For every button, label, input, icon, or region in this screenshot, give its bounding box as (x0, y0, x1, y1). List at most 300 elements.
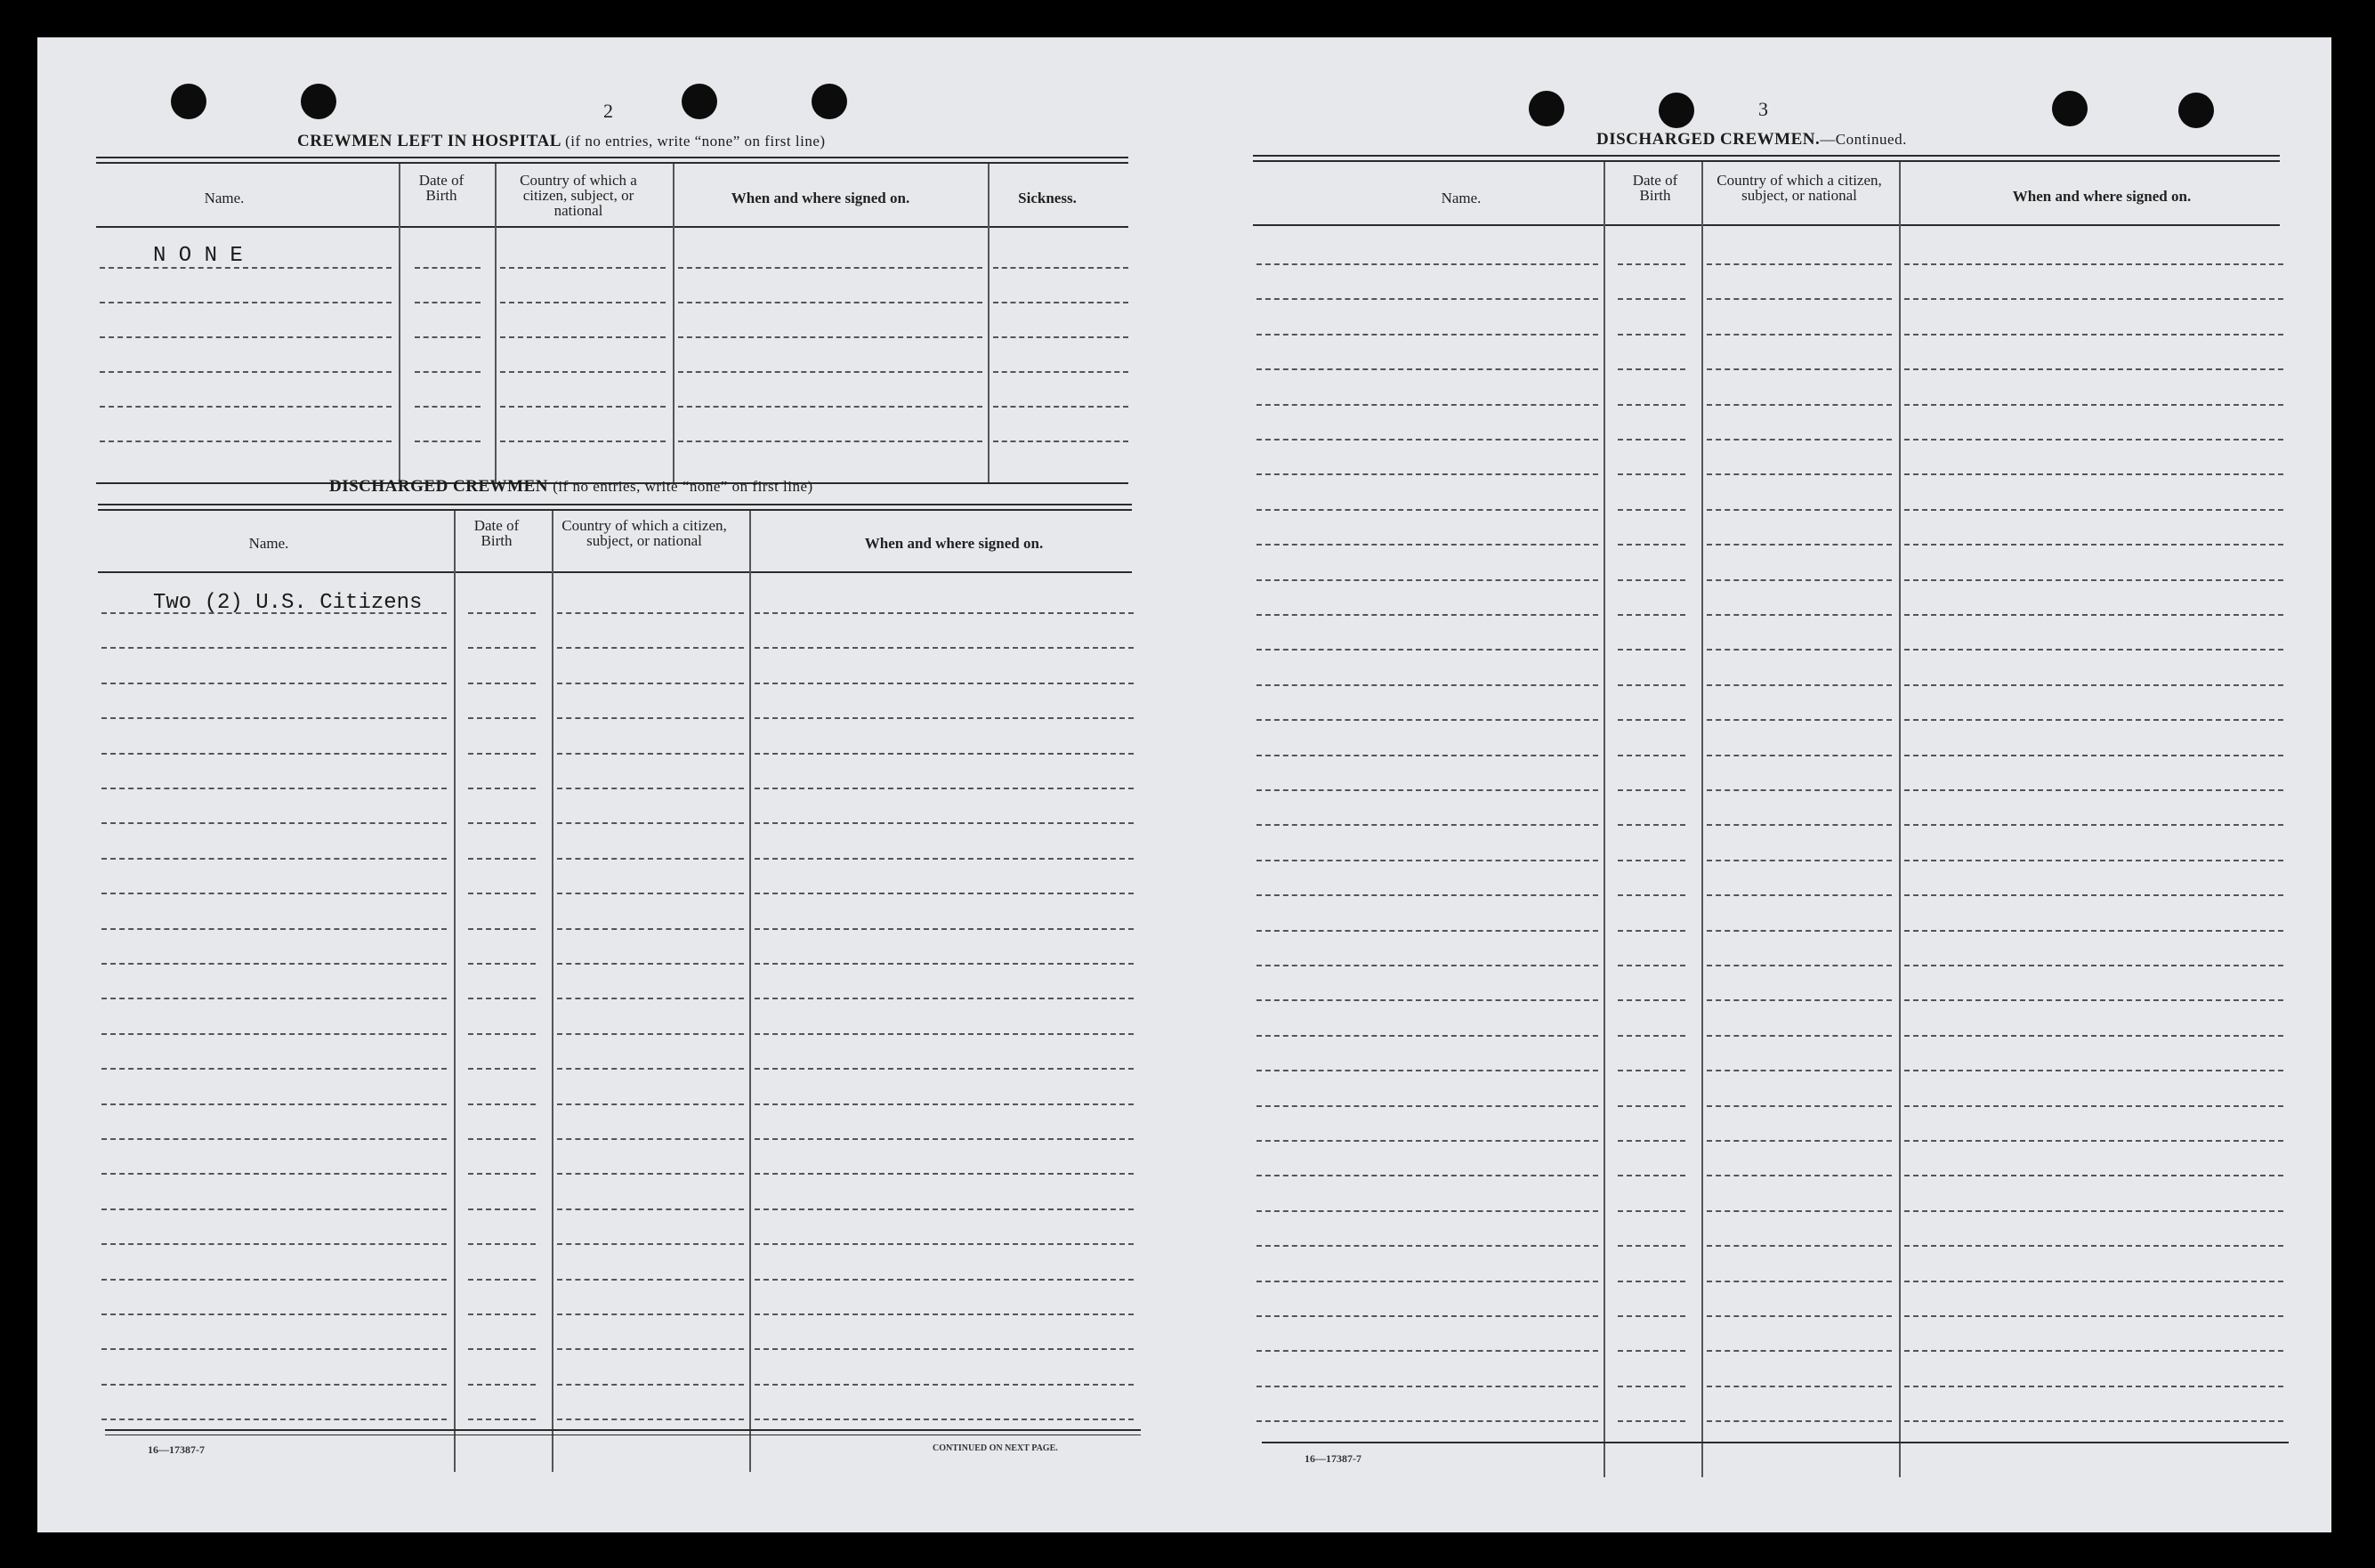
form-row-line (1707, 789, 1892, 791)
form-row-line (415, 267, 481, 269)
hospital-entry-none: N O N E (153, 244, 243, 268)
form-row-line (1707, 439, 1892, 440)
form-row-line (1618, 544, 1685, 546)
form-row-line (1618, 894, 1685, 896)
form-row-line (468, 683, 536, 684)
form-row-line (1618, 368, 1685, 370)
hospital-col-dob: Date of Birth (418, 172, 464, 204)
form-row-line (1256, 1350, 1598, 1352)
punch-hole-icon (2052, 91, 2088, 126)
form-row-line (1904, 1281, 2283, 1282)
form-row-line (100, 440, 392, 442)
hospital-col-sickness: Sickness. (1018, 190, 1077, 206)
form-row-line (755, 822, 1134, 824)
form-row-line (1256, 1070, 1598, 1071)
form-row-line (468, 612, 536, 614)
right-top-rule-2 (1253, 160, 2280, 162)
form-row-line (1904, 473, 2283, 475)
form-row-line (101, 1313, 447, 1315)
form-row-line (1707, 1210, 1892, 1212)
form-row-line (101, 928, 447, 930)
form-row-line (1256, 1035, 1598, 1037)
form-row-line (468, 1138, 536, 1140)
form-row-line (1707, 1386, 1892, 1387)
form-row-line (1707, 719, 1892, 721)
form-row-line (993, 302, 1128, 303)
hospital-top-rule-2 (96, 162, 1128, 164)
form-row-line (755, 612, 1134, 614)
form-row-line (101, 683, 447, 684)
form-row-line (1904, 1386, 2283, 1387)
form-row-line (101, 788, 447, 789)
form-row-line (1256, 1315, 1598, 1317)
form-row-line (101, 1138, 447, 1140)
form-row-line (1904, 404, 2283, 406)
form-row-line (1618, 860, 1685, 861)
form-row-line (100, 406, 392, 408)
discharged-section-title (329, 477, 813, 497)
form-row-line (1618, 755, 1685, 756)
form-row-line (1904, 509, 2283, 511)
form-row-line (415, 440, 481, 442)
form-row-line (1904, 789, 2283, 791)
form-row-line (1618, 930, 1685, 932)
form-row-line (1904, 860, 2283, 861)
punch-hole-icon (2178, 93, 2214, 128)
punch-hole-icon (682, 84, 717, 119)
form-row-line (1904, 1245, 2283, 1247)
form-row-line (101, 1068, 447, 1070)
form-row-line (1707, 1175, 1892, 1176)
form-row-line (101, 753, 447, 755)
form-row-line (1618, 1350, 1685, 1352)
form-row-line (557, 1279, 744, 1281)
form-row-line (1256, 404, 1598, 406)
form-row-line (557, 998, 744, 999)
form-row-line (1707, 334, 1892, 335)
form-row-line (557, 1068, 744, 1070)
form-row-line (678, 371, 982, 373)
form-row-line (1618, 473, 1685, 475)
hospital-col-divider (673, 164, 675, 484)
form-row-line (1904, 1350, 2283, 1352)
form-row-line (468, 753, 536, 755)
form-row-line (1904, 1140, 2283, 1142)
form-row-line (755, 1313, 1134, 1315)
form-row-line (1707, 1140, 1892, 1142)
form-row-line (1618, 1140, 1685, 1142)
form-row-line (1707, 649, 1892, 651)
form-row-line (415, 302, 481, 303)
form-row-line (500, 406, 666, 408)
form-row-line (468, 647, 536, 649)
form-row-line (1707, 894, 1892, 896)
form-row-line (1904, 1420, 2283, 1422)
hospital-col-name: Name. (204, 190, 245, 206)
form-row-line (101, 1033, 447, 1035)
form-row-line (1904, 1175, 2283, 1176)
form-row-line (1707, 1350, 1892, 1352)
form-row-line (1618, 1281, 1685, 1282)
form-row-line (500, 336, 666, 338)
discharged-bottom-rule (105, 1429, 1141, 1431)
form-row-line (1256, 368, 1598, 370)
form-row-line (468, 717, 536, 719)
form-row-line (557, 1243, 744, 1245)
form-row-line (1707, 1035, 1892, 1037)
form-row-line (468, 1384, 536, 1386)
form-row-line (1256, 824, 1598, 826)
discharged-title-text: DISCHARGED CREWMEN (329, 477, 548, 496)
form-row-line (993, 440, 1128, 442)
form-row-line (101, 612, 447, 614)
form-row-line (1256, 930, 1598, 932)
form-row-line (1256, 1281, 1598, 1282)
form-row-line (101, 1243, 447, 1245)
form-row-line (1256, 298, 1598, 300)
form-row-line (101, 647, 447, 649)
form-row-line (1904, 579, 2283, 581)
form-row-line (101, 717, 447, 719)
form-row-line (993, 371, 1128, 373)
hospital-col-divider (399, 164, 400, 484)
form-row-line (1707, 263, 1892, 265)
form-row-line (1256, 509, 1598, 511)
form-row-line (755, 998, 1134, 999)
form-row-line (1256, 649, 1598, 651)
form-row-line (755, 1173, 1134, 1175)
form-row-line (1618, 684, 1685, 686)
form-row-line (1904, 1210, 2283, 1212)
form-row-line (1904, 1070, 2283, 1071)
form-row-line (1707, 509, 1892, 511)
form-row-line (101, 963, 447, 965)
form-row-line (1904, 368, 2283, 370)
page-number-left: 2 (603, 100, 613, 122)
form-row-line (1707, 368, 1892, 370)
form-row-line (1904, 298, 2283, 300)
form-row-line (755, 893, 1134, 894)
form-row-line (468, 1103, 536, 1105)
form-row-line (101, 1279, 447, 1281)
right-bottom-rule (1262, 1442, 2289, 1443)
form-row-line (1256, 544, 1598, 546)
form-row-line (101, 1418, 447, 1420)
form-row-line (468, 1348, 536, 1350)
form-row-line (100, 336, 392, 338)
form-row-line (1256, 334, 1598, 335)
form-row-line (101, 1384, 447, 1386)
discharged-col-divider (552, 511, 553, 1472)
form-row-line (1256, 1210, 1598, 1212)
form-row-line (1256, 1420, 1598, 1422)
form-row-line (100, 302, 392, 303)
form-row-line (755, 1068, 1134, 1070)
form-row-line (500, 302, 666, 303)
form-row-line (1256, 894, 1598, 896)
form-row-line (678, 267, 982, 269)
right-header-rule (1253, 224, 2280, 226)
right-top-rule (1253, 155, 2280, 157)
form-row-line (468, 998, 536, 999)
form-row-line (1256, 789, 1598, 791)
discharged-col-divider (749, 511, 751, 1472)
form-row-line (101, 1173, 447, 1175)
form-row-line (468, 1068, 536, 1070)
form-row-line (1618, 965, 1685, 966)
form-row-line (1707, 544, 1892, 546)
form-row-line (1707, 860, 1892, 861)
hospital-col-signed-on: When and where signed on. (731, 190, 910, 206)
form-row-line (993, 336, 1128, 338)
form-row-line (1904, 544, 2283, 546)
form-row-line (557, 1348, 744, 1350)
form-row-line (468, 1208, 536, 1210)
right-title-note: —Continued. (1820, 131, 1907, 148)
form-row-line (1256, 579, 1598, 581)
form-row-line (755, 753, 1134, 755)
form-row-line (1707, 1245, 1892, 1247)
form-row-line (1707, 614, 1892, 616)
form-row-line (101, 1103, 447, 1105)
form-row-line (1618, 1386, 1685, 1387)
form-row-line (1904, 684, 2283, 686)
form-row-line (755, 1279, 1134, 1281)
right-col-signed-on: When and where signed on. (2012, 188, 2192, 205)
form-row-line (101, 893, 447, 894)
punch-hole-icon (1659, 93, 1694, 128)
form-row-line (678, 336, 982, 338)
form-row-line (468, 788, 536, 789)
form-row-line (557, 1384, 744, 1386)
form-row-line (1904, 649, 2283, 651)
punch-hole-icon (301, 84, 336, 119)
right-col-divider (1701, 162, 1703, 1477)
form-row-line (1618, 1245, 1685, 1247)
form-row-line (1707, 1281, 1892, 1282)
form-row-line (1904, 755, 2283, 756)
form-row-line (1707, 1105, 1892, 1107)
right-col-dob: Date of Birth (1632, 172, 1678, 204)
form-row-line (1256, 860, 1598, 861)
form-row-line (1256, 755, 1598, 756)
form-row-line (1618, 509, 1685, 511)
form-row-line (1904, 334, 2283, 335)
form-row-line (755, 1103, 1134, 1105)
form-row-line (101, 858, 447, 860)
form-row-line (1904, 1105, 2283, 1107)
form-number-right: 16—17387-7 (1305, 1452, 1361, 1465)
punch-hole-icon (1529, 91, 1564, 126)
document-sheet (37, 37, 2331, 1532)
form-row-line (468, 1313, 536, 1315)
form-row-line (1618, 263, 1685, 265)
form-row-line (557, 963, 744, 965)
form-row-line (468, 1279, 536, 1281)
form-row-line (1256, 1245, 1598, 1247)
form-row-line (557, 822, 744, 824)
discharged-col-divider (454, 511, 456, 1472)
form-row-line (1618, 1105, 1685, 1107)
form-row-line (557, 1103, 744, 1105)
hospital-title-text: CREWMEN LEFT IN HOSPITAL (297, 132, 561, 150)
form-row-line (415, 371, 481, 373)
right-col-divider (1899, 162, 1901, 1477)
form-row-line (1256, 1175, 1598, 1176)
form-row-line (468, 822, 536, 824)
form-row-line (1256, 1140, 1598, 1142)
form-row-line (557, 1418, 744, 1420)
form-row-line (755, 1418, 1134, 1420)
form-row-line (1618, 439, 1685, 440)
form-row-line (1618, 579, 1685, 581)
form-row-line (415, 406, 481, 408)
discharged-col-name: Name. (248, 535, 289, 552)
form-row-line (1707, 824, 1892, 826)
hospital-title-note: (if no entries, write “none” on first line) (565, 133, 826, 150)
form-row-line (500, 267, 666, 269)
form-row-line (1256, 719, 1598, 721)
form-row-line (1707, 965, 1892, 966)
form-row-line (755, 1384, 1134, 1386)
form-row-line (993, 267, 1128, 269)
form-row-line (1256, 263, 1598, 265)
form-row-line (557, 1173, 744, 1175)
right-col-name: Name. (1441, 190, 1482, 206)
discharged-entry: Two (2) U.S. Citizens (153, 591, 423, 615)
form-row-line (1618, 334, 1685, 335)
form-row-line (1256, 1105, 1598, 1107)
form-row-line (1904, 824, 2283, 826)
form-row-line (1904, 965, 2283, 966)
form-row-line (468, 893, 536, 894)
form-row-line (1618, 789, 1685, 791)
form-row-line (755, 1243, 1134, 1245)
form-row-line (1904, 614, 2283, 616)
form-row-line (468, 963, 536, 965)
form-row-line (1904, 930, 2283, 932)
form-row-line (557, 858, 744, 860)
form-row-line (755, 1208, 1134, 1210)
form-row-line (755, 1348, 1134, 1350)
form-row-line (755, 788, 1134, 789)
form-row-line (557, 647, 744, 649)
form-row-line (1707, 473, 1892, 475)
form-row-line (468, 1173, 536, 1175)
form-row-line (557, 1138, 744, 1140)
form-row-line (1904, 719, 2283, 721)
form-row-line (1618, 824, 1685, 826)
continued-note: CONTINUED ON NEXT PAGE. (933, 1443, 1058, 1453)
form-row-line (557, 788, 744, 789)
form-row-line (1618, 1035, 1685, 1037)
form-row-line (1256, 439, 1598, 440)
form-row-line (1618, 614, 1685, 616)
form-row-line (755, 928, 1134, 930)
form-row-line (1256, 1386, 1598, 1387)
form-row-line (993, 406, 1128, 408)
form-row-line (1904, 263, 2283, 265)
form-row-line (1707, 930, 1892, 932)
form-row-line (1618, 404, 1685, 406)
right-col-country: Country of which a citizen, subject, or national (1717, 172, 1882, 204)
form-row-line (755, 963, 1134, 965)
form-row-line (500, 440, 666, 442)
form-row-line (1904, 1035, 2283, 1037)
form-row-line (755, 647, 1134, 649)
form-row-line (1707, 298, 1892, 300)
form-row-line (1256, 999, 1598, 1001)
form-row-line (557, 683, 744, 684)
form-number-left: 16—17387-7 (148, 1443, 205, 1456)
form-row-line (557, 893, 744, 894)
form-row-line (1707, 404, 1892, 406)
discharged-col-signed-on: When and where signed on. (864, 535, 1044, 552)
form-row-line (1618, 1070, 1685, 1071)
form-row-line (1618, 1420, 1685, 1422)
form-row-line (468, 1033, 536, 1035)
form-row-line (1256, 965, 1598, 966)
form-row-line (755, 858, 1134, 860)
form-row-line (1904, 894, 2283, 896)
form-row-line (1256, 473, 1598, 475)
page-number-right: 3 (1758, 98, 1768, 120)
discharged-top-rule-2 (98, 509, 1132, 511)
hospital-col-divider (988, 164, 990, 484)
form-row-line (1707, 684, 1892, 686)
form-row-line (1618, 1175, 1685, 1176)
form-row-line (1904, 439, 2283, 440)
right-section-title (1596, 130, 1907, 150)
form-row-line (557, 753, 744, 755)
discharged-top-rule (98, 504, 1132, 505)
form-row-line (557, 1033, 744, 1035)
form-row-line (557, 717, 744, 719)
form-row-line (557, 1313, 744, 1315)
form-row-line (678, 302, 982, 303)
discharged-col-country: Country of which a citizen, subject, or national (561, 517, 727, 549)
form-row-line (1618, 649, 1685, 651)
form-row-line (1707, 579, 1892, 581)
form-row-line (557, 1208, 744, 1210)
form-row-line (500, 371, 666, 373)
form-row-line (1618, 1315, 1685, 1317)
hospital-header-rule (96, 226, 1128, 228)
form-row-line (1618, 1210, 1685, 1212)
form-row-line (1618, 298, 1685, 300)
hospital-section-title (297, 132, 826, 151)
right-col-divider (1604, 162, 1605, 1477)
discharged-header-rule (98, 571, 1132, 573)
form-row-line (1707, 755, 1892, 756)
form-row-line (101, 1348, 447, 1350)
form-row-line (415, 336, 481, 338)
form-row-line (755, 1138, 1134, 1140)
hospital-col-country: Country of which a citizen, subject, or national (520, 172, 637, 219)
form-row-line (755, 717, 1134, 719)
form-row-line (557, 612, 744, 614)
form-row-line (468, 928, 536, 930)
form-row-line (1707, 1315, 1892, 1317)
form-row-line (101, 998, 447, 999)
discharged-title-note: (if no entries, write “none” on first line) (553, 478, 813, 495)
form-row-line (1618, 719, 1685, 721)
form-row-line (678, 440, 982, 442)
form-row-line (100, 371, 392, 373)
form-row-line (678, 406, 982, 408)
form-row-line (557, 928, 744, 930)
form-row-line (1256, 684, 1598, 686)
